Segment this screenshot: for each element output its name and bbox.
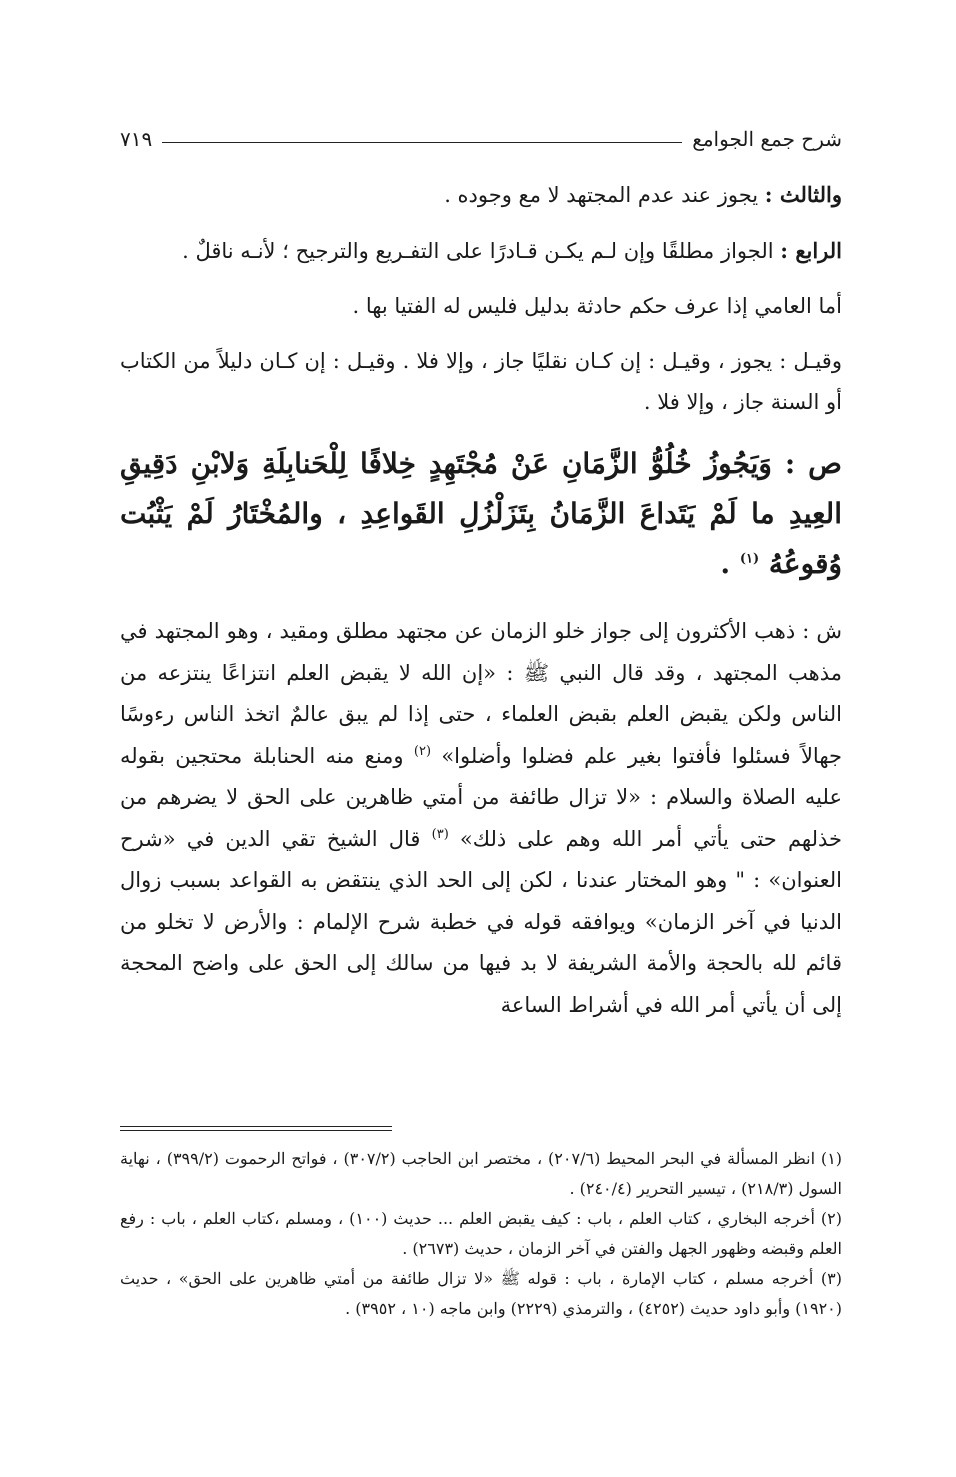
header-rule — [162, 142, 682, 143]
running-title: شرح جمع الجوامع — [692, 127, 842, 151]
paragraph-lead: الرابع : — [780, 238, 842, 263]
matn-end: . — [720, 547, 740, 580]
sharh-part-2: ومنع منه الحنابلة محتجين بقوله عليه الصلاة والسلام : «لا تزال طائفة من أمتي ظاهرين على الحق لا يضرهم من خذلهم حتى يأتي أمر الله وهم على ذلك» — [120, 743, 842, 851]
footnote-ref-1: (١) — [739, 551, 760, 567]
paragraph-text: يجوز عند عدم المجتهد لا مع وجوده . — [444, 183, 765, 207]
sharh-part-3: قال الشيخ تقي الدين في «شرح العنوان» : " وهو المختار عندنا ، لكن إلى الحد الذي ينتقض به القواعد بسبب زوال الدنيا في آخر الزمان» ويوافقه قوله في خطبة شرح الإلمام : والأرض لا تخلو من قائم لله بالحجة والأمة الشريفة لا بد فيها من سالك إلى الحق على واضح المحجة إلى أن يأتي أمر الله في أشراط الساعة — [120, 826, 842, 1017]
sharh-text — [120, 611, 842, 1026]
footnote-1: (١) انظر المسألة في البحر المحيط (٢٠٧/٦) ، مختصر ابن الحاجب (٣٠٧/٢) ، فواتح الرحموت (٣٩٩/٢) ، نهاية السول (٢١٨/٣) ، تيسير التحرير (٢٤٠/٤) . — [120, 1149, 843, 1198]
footnote-ref-3: (٣) — [431, 826, 449, 842]
running-header — [120, 122, 842, 156]
main-text — [120, 174, 842, 1026]
footnote-2: (٢) أخرجه البخاري ، كتاب العلم ، باب : كيف يقبض العلم ... حديث (١٠٠) ، ومسلم ،كتاب العلم ، باب : رفع العلم وقبضه وظهور الجهل والفتن في آخر الزمان ، حديث (٢٦٧٣) . — [120, 1209, 843, 1258]
page-number: ٧١٩ — [120, 127, 153, 151]
footnote-separator — [120, 1126, 392, 1131]
paragraph-opinions: وقيـل : يجوز ، وقيـل : إن كـان نقليًا جاز ، وإلا فلا . وقيـل : إن كـان دليلاً من الكتاب أو السنة جاز ، وإلا فلا . — [120, 349, 842, 414]
matn-body: ص : وَيَجُوزُ خُلُوُّ الزَّمَانِ عَنْ مُجْتَهِدٍ خِلافًا لِلْحَنابِلَةِ وَلابْنِ دَقِيقِ العِيدِ ما لَمْ يَتَداعَ الزَّمَانُ بِتَزَلْزُلِ القَواعِدِ ، والمُخْتَارُ لَمْ يَثْبُت وُقوعُهُ — [120, 447, 842, 580]
paragraph-third-opinion — [120, 174, 842, 216]
footnote-ref-2: (٢) — [413, 743, 432, 759]
paragraph-lead: والثالث : — [764, 182, 842, 207]
sharh-part-1: ش : ذهب الأكثرون إلى جواز خلو الزمان عن مجتهد مطلق ومقيد ، وهو المجتهد في مذهب المجتهد ، وقد قال النبي ﷺ : «إن الله لا يقبض العلم انتزاعًا ينتزعه من الناس ولكن يقبض العلم بقبض العلماء ، حتى إذا لم يبق عالمٌ اتخذ الناس رءوسًا جهالاً فسئلوا فأفتوا بغير علم فضلوا وأضلوا» — [120, 619, 842, 768]
paragraph-layman: أما العامي إذا عرف حكم حادثة بدليل فليس له الفتيا بها . — [352, 294, 842, 318]
book-page — [120, 112, 842, 1382]
matn-text — [120, 439, 842, 589]
paragraph-fourth-opinion — [120, 230, 842, 272]
footnote-3: (٣) أخرجه مسلم ، كتاب الإمارة ، باب : قوله ﷺ «لا تزال طائفة من أمتي ظاهرين على الحق» ، حديث (١٩٢٠) وأبو داود حديث (٤٢٥٢) ، والترمذي (٢٢٢٩) وابن ماجه (١٠ ، ٣٩٥٢) . — [120, 1269, 842, 1318]
footnotes — [120, 1144, 842, 1324]
paragraph-text: الجواز مطلقًا وإن لـم يكـن قـادرًا على التفـريع والترجيح ؛ لأنـه ناقلٌ . — [182, 239, 781, 263]
